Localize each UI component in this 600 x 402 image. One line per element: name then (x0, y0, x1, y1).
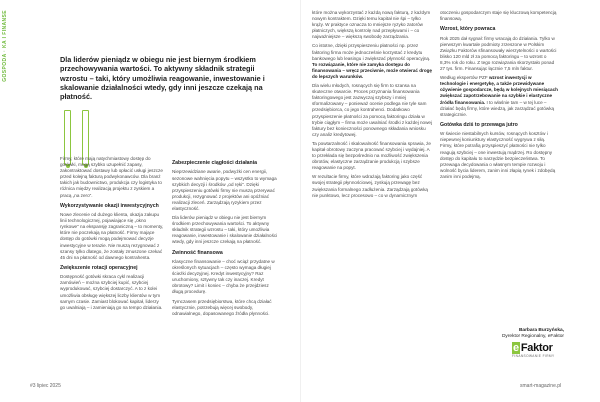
paragraph: Tymczasem przedsiębiorstwa, które chcą działać elastycznie, potrzebują więcej swobody, odnawialnego, dopasowanego źródła płynności. (172, 298, 272, 316)
paragraph (312, 43, 432, 80)
logo-letter: e (513, 342, 519, 354)
highlight-text: To rozwiązanie, które nie zamyka dostępu do finansowania – wręcz przeciwnie, może otwierać drogę do lepszych warunków. (312, 61, 432, 79)
paragraph: Dla wielu młodych, rosnących się firm to szansa na skuteczne otwarcie. Proces przyznania finansowania faktoringowego jest zazwyczaj szybszy i mniej sformalizowany – ponieważ ocenie podlega nie tyle sam przedsiębiorca, co jego kontrahenci. Dodatkowo przyspieszenie płatności za pomocą faktoringu działa w trybie ciągłym – firma może uwalniać środki z każdej nowej faktury bez konieczności ponownego składania wniosku czy analiz kredytowej. (312, 83, 432, 137)
subheading: Zwinność finansowa (172, 249, 223, 256)
author-block (470, 328, 564, 340)
paragraph: Ta powtarzalność i skalowalność finansowania sprawia, że kapitał obrotowy zaczyna pracować szybciej i wydajniej. A to przekłada się bezpośrednio na możliwość zwiększenia obrotów, elastyczne zarządzanie produkcją i szybsze reagowanie na popyt. (312, 140, 431, 171)
logo-wordmark: Faktor (520, 342, 553, 354)
paragraph: Dostępność gotówki skraca cykl realizacji zamówień – można szybciej kupić, szybciej wyprodukować, szybciej dostarczyć. A to z kolei umożliwia obsługę większej liczby klientów w tym samym czasie. Zamiast blokować kapitał, liderzy go uwalniają – i zamieniają go na tempo działania. (60, 274, 163, 310)
paragraph: Rok 2025 dał sygnał: firmy wracają do działania. Tylko w pierwszym kwartale podmioty zrzeszone w Polskim Związku Faktorów sfinansowały wierzytelności o wartości blisko 120 mld zł za pomocą faktoringu – to wzrost o 8,3% rok do roku. Z tego rozwiązania skorzystało ponad 27 tys. firm. Finansując łącznie 7,5 mln faktur. (440, 35, 557, 72)
paragraph: W rezultacie firmy, które wdrażają faktoring jako część swojej strategii płynnościowej, zyskują przewagę bez zwiększania formalnego zadłużenia. Zarządzają gotówką nie punktowo, lecz procesowo – co w dynamicznym (312, 174, 428, 198)
paragraph: które można wykorzystać z każdą nową fakturą, z każdym nowym kontraktem. Dzięki temu kapitał nie śpi – tylko krąży. W praktyce oznacza to mniejsze ryzyko zatorów płatniczych, większą kontrolę nad przepływami i – co najważniejsze – większą swobodę zarządzania. (312, 10, 431, 40)
column-4 (440, 10, 558, 183)
section-tag-label: GOSPODA · KA I FINANSE (2, 10, 8, 82)
lead-paragraph: Dla liderów pieniądz w obiegu nie jest biernym środkiem przechowywania wartości. To aktywny składnik strategii wzrostu – taki, który umożliwia reagowanie, inwestowanie i skalowanie działalności wtedy, gdy inni jeszcze czekają na płatność. (60, 55, 265, 102)
column-1 (60, 156, 165, 314)
subheading: Wykorzystywanie okazji inwestycyjnych (60, 202, 159, 209)
paragraph-text: Według ekspertów PZF (440, 75, 489, 81)
author-role: Dyrektor Regionalny, eFaktor (501, 334, 564, 340)
paragraph: W świecie niestabilnych kursów, rosnących kosztów i niepewnej koniunktury elastyczność wygrywa z siłą. Firmy, które potrafią przyspieszyć płatności nie tylko reagują szybciej – one inwestują mądrzej. Ro dostępny dostęp do kapitału to narzędzie bezpieczeństwa. To przewaga decydowania o własnym tempie rozwoju i wolność bycia liderem, zanim inni złapią rynek i zdobędą zanim inni podejmą. (440, 131, 556, 179)
issue-footer: #3 lipiec 2025 (30, 383, 61, 389)
paragraph: Firmy, które mają natychmiastowy dostęp do gotówki, mogą szybko uzupełnić zapasy, zakontraktować dostawy lub opłacić usługi jeszcze przed kolejną fakturą podwykonawców. Dla branż takich jak budownictwo, produkcja czy logistyka to różnica między realizacją projektu z zyskiem a pracą „na zero". (60, 156, 163, 198)
paragraph: Klasyczne finansowanie – choć wciąż przydatne w określonych sytuacjach – często wymaga długiej ścieżki decyzyjnej. Kredyt inwestycyjny? Raz uruchomiony, sztywny tak czy inaczej. Kredyt obrotowy? Limit i koniec – chyba że przejdziesz długą procedurę. (172, 258, 275, 295)
section-tag (2, 10, 14, 130)
paragraph (440, 75, 558, 118)
subheading: Wzrost, który powraca (440, 26, 496, 33)
paragraph: Dla liderów pieniądz w obiegu nie jest biernym środkiem przechowywania wartości. To aktywny składnik strategii wzrostu – taki, który umożliwia reagowanie, inwestowanie i skalowanie działalności wtedy, gdy inni jeszcze czekają na płatność. (172, 215, 278, 245)
logo-tagline: FINANSOWANIE FIRMY (512, 354, 555, 358)
author-name: Barbara Burzyńska, (518, 328, 564, 333)
column-3 (312, 10, 432, 202)
subheading: Zwiększenie rotacji operacyjnej (60, 264, 138, 271)
efaktor-logo (512, 342, 564, 366)
paragraph-text: Co istotne, dzięki przyspieszeniu płatności np. przez faktoring firma może jednocześnie korzystać z kredytu bankowego lub leasingu i zwiększać płynność operacyjną. (312, 43, 431, 61)
paragraph: otoczeniu gospodarczym staje się kluczową kompetencją finansową. (440, 10, 557, 22)
paragraph: Nowe zlecenie od dużego klienta, okazja zakupu linii technologicznej, pojawiające się „okno rynkowe" na ekspansję zagraniczną – to momenty, które nie poczekają na płatność. Firmy mające dostęp do gotówki mogą podejmować decyzje inwestycyjne w terazie. Nie muszą rezygnować z szansy tylko dlatego, że zostały zmuszone czekać 45 dni na płatność od dawnego kontrahenta. (60, 212, 164, 260)
subheading: Zabezpieczenie ciągłości działania (172, 160, 258, 166)
paragraph: Nieprzewidziane awarie, podwyżki cen energii, sezonowe wahnięcia popytu – wszystko to wymaga szybkich decyzji i środków „od ręki". Dzięki przyspieszeniu gotówki firmy nie muszą przerywać produkcji, rezygnować z projektów ani opóźniać realizacji zleceń. Zarządzają ryzykiem przez elastyczność. (172, 169, 277, 211)
site-footer: smart-magazine.pl (520, 383, 562, 389)
subheading: Gotówka dziś to przewaga jutro (440, 121, 518, 128)
highlight-text: wzrost inwestycji w technologie i energetykę, a także przewidywane ożywienie gospodarcze, będą w kolejnych miesiącach zwiększać zapotrzebowanie na szybkie i elastyczne źródła finansowania. (440, 75, 558, 105)
page-gutter (300, 0, 301, 402)
paragraph-text: I to właśnie tam – w tej luce – działać będą firmy, które wiedzą, jak zarządzać gotówką strategicznie. (440, 99, 555, 117)
column-2 (172, 156, 278, 320)
